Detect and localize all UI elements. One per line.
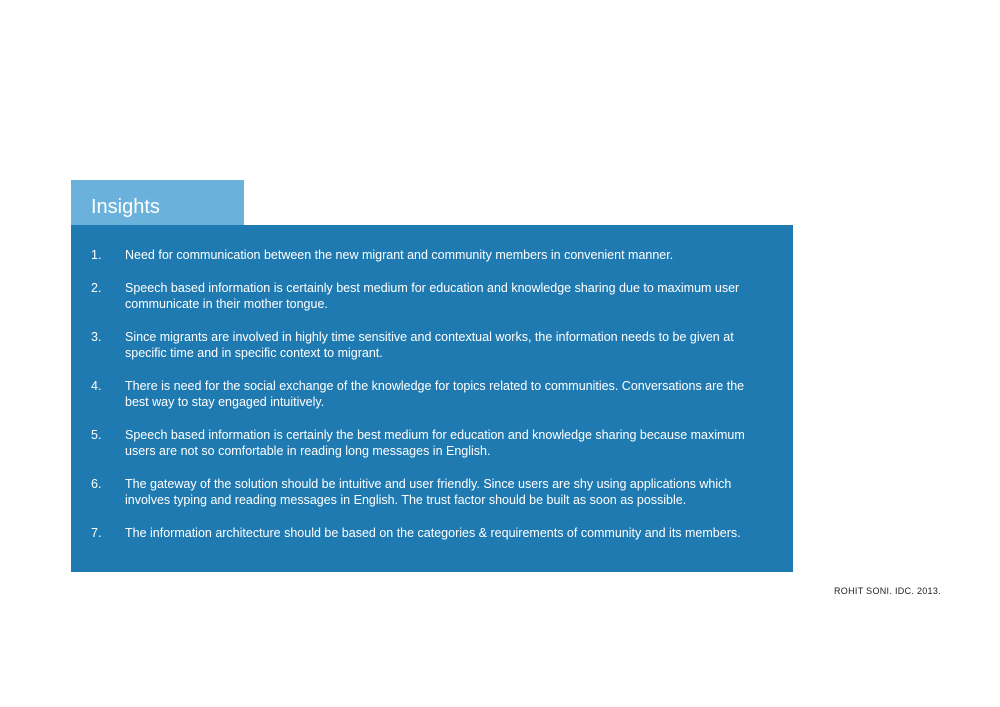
section-title: Insights xyxy=(91,196,160,218)
insight-text: The gateway of the solution should be intuitive and user friendly. Since users are shy using applications which involves typing and reading messages in English. The trust factor should be built as soon as possible. xyxy=(125,477,732,507)
insight-item xyxy=(71,427,793,459)
insight-text: Since migrants are involved in highly time sensitive and contextual works, the information needs to be given at specific time and in specific context to migrant. xyxy=(125,330,734,360)
insight-number: 4. xyxy=(91,379,102,393)
insight-item xyxy=(71,476,793,508)
insights-list xyxy=(71,247,793,558)
insight-text: There is need for the social exchange of the knowledge for topics related to communities. Conversations are the best way to stay engaged intuitively. xyxy=(125,379,745,409)
insight-number: 7. xyxy=(91,526,102,540)
insights-panel xyxy=(71,225,793,572)
insight-item xyxy=(71,247,793,263)
insight-item xyxy=(71,280,793,312)
insight-item xyxy=(71,525,793,541)
insight-item xyxy=(71,329,793,361)
insight-text: Speech based information is certainly the best medium for education and knowledge sharing because maximum users are not so comfortable in reading long messages in English. xyxy=(125,428,745,458)
insight-text: The information architecture should be based on the categories & requirements of community and its members. xyxy=(125,526,741,540)
insight-number: 3. xyxy=(91,330,102,344)
insight-number: 1. xyxy=(91,248,102,262)
insight-number: 5. xyxy=(91,428,102,442)
insight-number: 2. xyxy=(91,281,102,295)
insight-item xyxy=(71,378,793,410)
insight-text: Speech based information is certainly best medium for education and knowledge sharing due to maximum user communicate in their mother tongue. xyxy=(125,281,740,311)
insight-text: Need for communication between the new migrant and community members in convenient manner. xyxy=(125,248,674,262)
author-credit: ROHIT SONI. IDC. 2013. xyxy=(834,586,941,596)
insights-tab xyxy=(71,180,244,226)
insight-number: 6. xyxy=(91,477,102,491)
